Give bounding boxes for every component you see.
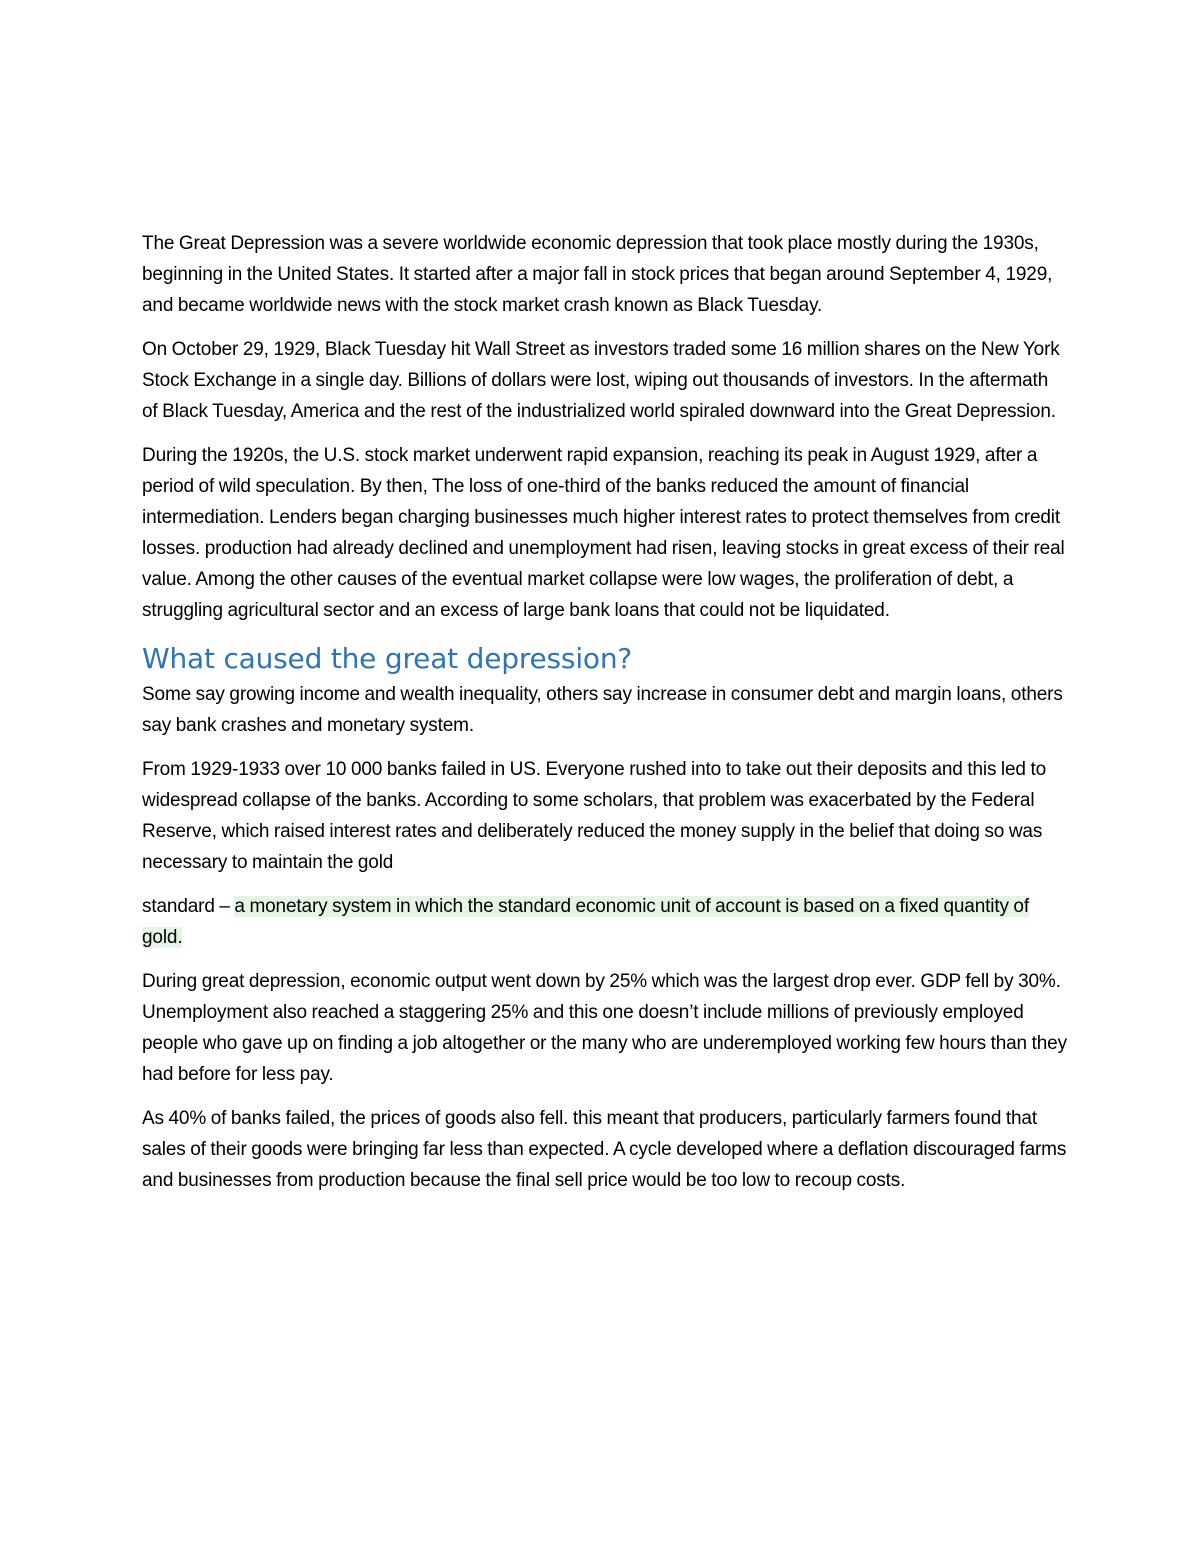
gold-standard-definition-highlight: a monetary system in which the standard economic unit of account is based on a fixed quantity of gold. — [142, 896, 1029, 948]
paragraph-causes: Some say growing income and wealth inequality, others say increase in consumer debt and margin loans, others say bank crashes and monetary system. — [142, 684, 1063, 736]
gold-standard-term: standard – — [142, 896, 235, 917]
paragraph-gold-standard — [142, 891, 1067, 953]
paragraph-1920s-market: During the 1920s, the U.S. stock market underwent rapid expansion, reaching its peak in August 1929, after a period of wild speculation. By then, The loss of one-third of the banks reduced the amount of financial intermediation. Lenders began charging businesses much higher interest rates to protect themselves from credit losses. production had already declined and unemployment had risen, leaving stocks in great excess of their real value. Among the other causes of the eventual market collapse were low wages, the proliferation of debt, a struggling agricultural sector and an excess of large bank loans that could not be liquidated. — [142, 445, 1065, 621]
document-body — [142, 228, 1067, 1209]
paragraph-black-tuesday: On October 29, 1929, Black Tuesday hit Wall Street as investors traded some 16 million shares on the New York Stock Exchange in a single day. Billions of dollars were lost, wiping out thousands of investors. In the aftermath of Black Tuesday, America and the rest of the industrialized world spiraled downward into the Great Depression. — [142, 339, 1060, 422]
paragraph-intro: The Great Depression was a severe worldwide economic depression that took place mostly during the 1930s, beginning in the United States. It started after a major fall in stock prices that began around September 4, 1929, and became worldwide news with the stock market crash known as Black Tuesday. — [142, 233, 1053, 316]
paragraph-deflation: As 40% of banks failed, the prices of goods also fell. this meant that producers, particularly farmers found that sales of their goods were bringing far less than expected. A cycle developed where a deflation discouraged farms and businesses from production because the final sell price would be too low to recoup costs. — [142, 1108, 1067, 1191]
paragraph-economic-output: During great depression, economic output went down by 25% which was the largest drop ever. GDP fell by 30%. Unemployment also reached a staggering 25% and this one doesn’t include millions of previously employed people who gave up on finding a job altogether or the many who are underemployed working few hours than they had before for less pay. — [142, 971, 1067, 1085]
section-heading: What caused the great depression? — [142, 642, 633, 675]
paragraph-bank-failures: From 1929-1933 over 10 000 banks failed in US. Everyone rushed into to take out their deposits and this led to widespread collapse of the banks. According to some scholars, that problem was exacerbated by the Federal Reserve, which raised interest rates and deliberately reduced the money supply in the belief that doing so was necessary to maintain the gold — [142, 759, 1047, 873]
